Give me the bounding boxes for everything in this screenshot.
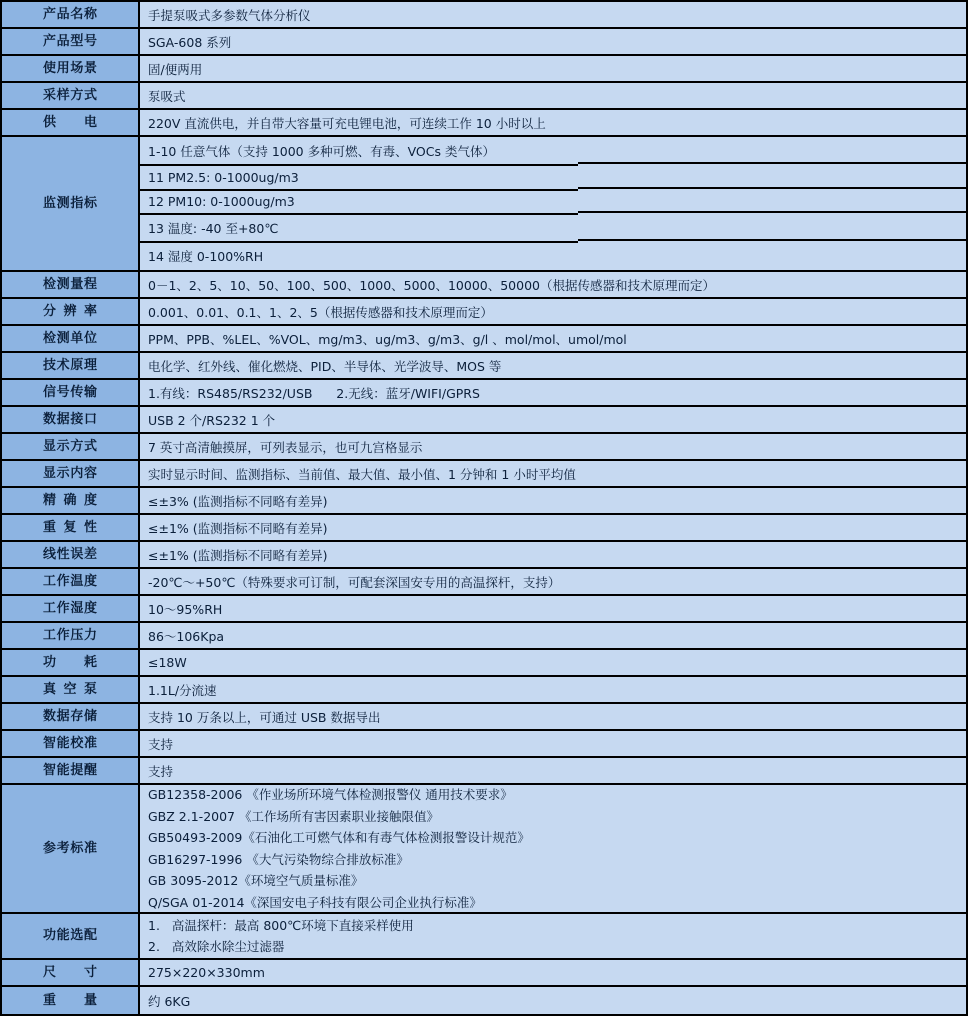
- row-label: 供电: [43, 114, 97, 130]
- table-row: [2, 461, 966, 488]
- row-value: 电化学、红外线、催化燃烧、PID、半导体、光学波导、MOS 等: [148, 358, 502, 374]
- table-row: [2, 380, 966, 407]
- row-value-cell: [140, 758, 966, 783]
- row-value: 支持 10 万条以上，可通过 USB 数据导出: [148, 709, 381, 725]
- row-label: 监测指标: [43, 195, 97, 211]
- row-label-cell: [2, 542, 140, 567]
- row-value-cell: [140, 515, 966, 540]
- row-value-cell: [140, 677, 966, 702]
- row-label: 重量: [43, 992, 97, 1008]
- value-line: GBZ 2.1-2007 《工作场所有害因素职业接触限值》: [148, 808, 439, 824]
- row-value-cell: [140, 596, 966, 621]
- row-label: 使用场景: [43, 60, 97, 76]
- row-label: 精确度: [43, 492, 97, 508]
- row-label-cell: [2, 569, 140, 594]
- table-row: [2, 434, 966, 461]
- row-label-cell: [2, 299, 140, 324]
- table-row: [2, 137, 966, 272]
- row-value: -20℃～+50℃（特殊要求可订制，可配套深国安专用的高温探杆，支持）: [148, 574, 561, 590]
- row-value-cell: [140, 569, 966, 594]
- row-label-cell: [2, 704, 140, 729]
- table-row: [2, 110, 966, 137]
- row-value-cell: [140, 623, 966, 648]
- row-label: 技术原理: [43, 357, 97, 373]
- row-value: 86～106Kpa: [148, 628, 225, 644]
- row-value: 275×220×330mm: [148, 965, 265, 980]
- row-value-cell: [140, 29, 966, 54]
- row-value-cell: [140, 299, 966, 324]
- row-value-cell: [140, 137, 966, 270]
- table-row: [2, 569, 966, 596]
- row-value-cell: [140, 407, 966, 432]
- table-row: [2, 914, 966, 960]
- row-label-cell: [2, 353, 140, 378]
- divider-right-segment: [578, 239, 966, 241]
- row-label: 工作压力: [43, 627, 97, 643]
- row-value-cell: [140, 110, 966, 135]
- value-line: 2. 高效除水除尘过滤器: [148, 939, 285, 954]
- row-label: 采样方式: [43, 87, 97, 103]
- row-value: 支持: [148, 736, 174, 752]
- table-row: [2, 2, 966, 29]
- table-row: [2, 407, 966, 434]
- row-label-cell: [2, 461, 140, 486]
- row-label-cell: [2, 677, 140, 702]
- row-value: 0.001、0.01、0.1、1、2、5（根据传感器和技术原理而定）: [148, 304, 493, 320]
- row-label: 信号传输: [43, 384, 97, 400]
- row-value: ≤±1% (监测指标不同略有差异): [148, 547, 328, 563]
- table-row: [2, 83, 966, 110]
- row-value-cell: [140, 704, 966, 729]
- table-row: [2, 272, 966, 299]
- row-value: ≤±3% (监测指标不同略有差异): [148, 493, 328, 509]
- value-line: GB12358-2006 《作业场所环境气体检测报警仪 通用技术要求》: [148, 787, 513, 802]
- table-row: [2, 488, 966, 515]
- row-value: 支持: [148, 763, 174, 779]
- table-row: [2, 785, 966, 914]
- sub-row-text: 1-10 任意气体（支持 1000 多种可燃、有毒、VOCs 类气体）: [148, 143, 495, 159]
- row-label-cell: [2, 731, 140, 756]
- table-row: [2, 515, 966, 542]
- row-label: 功能选配: [43, 928, 97, 943]
- row-label: 分辨率: [43, 303, 97, 319]
- row-value-cell: [140, 434, 966, 459]
- row-label: 检测单位: [43, 330, 97, 346]
- row-label-cell: [2, 515, 140, 540]
- row-label-cell: [2, 914, 140, 958]
- table-row: [2, 299, 966, 326]
- row-label-cell: [2, 650, 140, 675]
- table-row: [2, 650, 966, 677]
- row-value: 1.1L/分流速: [148, 682, 217, 698]
- row-label-cell: [2, 110, 140, 135]
- sub-row-text: 13 温度: -40 至+80℃: [148, 221, 279, 237]
- row-value: 实时显示时间、监测指标、当前值、最大值、最小值、1 分钟和 1 小时平均值: [148, 466, 576, 482]
- row-label: 真空泵: [43, 681, 97, 697]
- row-label: 尺寸: [43, 964, 97, 980]
- row-value-cell: [140, 272, 966, 297]
- row-label-cell: [2, 380, 140, 405]
- row-value: 7 英寸高清触摸屏，可列表显示，也可九宫格显示: [148, 439, 423, 455]
- sub-row: [140, 214, 966, 242]
- row-label: 工作湿度: [43, 600, 97, 616]
- table-row: [2, 56, 966, 83]
- value-line: GB16297-1996 《大气污染物综合排放标准》: [148, 851, 409, 867]
- table-row: [2, 704, 966, 731]
- sub-row-text: 14 湿度 0-100%RH: [148, 249, 264, 265]
- row-label: 智能提醒: [43, 762, 97, 778]
- row-value-cell: [140, 353, 966, 378]
- row-value: ≤±1% (监测指标不同略有差异): [148, 520, 328, 536]
- row-value-cell: [140, 380, 966, 405]
- table-row: [2, 623, 966, 650]
- row-value-cell: [140, 731, 966, 756]
- row-label: 功耗: [43, 654, 97, 670]
- divider-right-segment: [578, 211, 966, 213]
- table-row: [2, 542, 966, 569]
- sub-row: [140, 242, 966, 270]
- row-value-cell: [140, 785, 966, 912]
- value-line: 1. 高温探杆：最高 800℃环境下直接采样使用: [148, 918, 414, 933]
- row-label: 显示方式: [43, 438, 97, 454]
- row-value: USB 2 个/RS232 1 个: [148, 412, 276, 428]
- row-value-cell: [140, 56, 966, 81]
- row-label: 参考标准: [43, 840, 97, 856]
- row-label-cell: [2, 758, 140, 783]
- row-value-cell: [140, 488, 966, 513]
- row-label-cell: [2, 488, 140, 513]
- row-label-cell: [2, 596, 140, 621]
- row-value-cell: [140, 960, 966, 985]
- table-row: [2, 960, 966, 987]
- row-value-cell: [140, 83, 966, 108]
- value-line: GB50493-2009《石油化工可燃气体和有毒气体检测报警设计规范》: [148, 830, 530, 845]
- row-label-cell: [2, 326, 140, 351]
- sub-row: [140, 165, 966, 190]
- row-label-cell: [2, 2, 140, 27]
- row-value: 泵吸式: [148, 88, 186, 104]
- row-value: 1.有线：RS485/RS232/USB 2.无线：蓝牙/WIFI/GPRS: [148, 385, 480, 401]
- value-line: GB 3095-2012《环境空气质量标准》: [148, 873, 364, 888]
- row-label: 重复性: [43, 519, 97, 535]
- row-label-cell: [2, 56, 140, 81]
- row-value: 约 6KG: [148, 993, 191, 1009]
- row-label-cell: [2, 407, 140, 432]
- row-value: 手提泵吸式多参数气体分析仪: [148, 7, 311, 23]
- row-label-cell: [2, 83, 140, 108]
- row-value-cell: [140, 2, 966, 27]
- row-label: 智能校准: [43, 735, 97, 751]
- sub-row: [140, 137, 966, 165]
- row-value: 10～95%RH: [148, 601, 223, 617]
- row-label: 检测量程: [43, 276, 97, 292]
- row-value: SGA-608 系列: [148, 34, 232, 50]
- value-line: Q/SGA 01-2014《深国安电子科技有限公司企业执行标准》: [148, 894, 482, 910]
- sub-row: [140, 190, 966, 215]
- row-label-cell: [2, 29, 140, 54]
- row-label: 工作温度: [43, 573, 97, 589]
- divider-right-segment: [578, 162, 966, 164]
- row-value: PPM、PPB、%LEL、%VOL、mg/m3、ug/m3、g/m3、g/l 、mol/mol、umol/mol: [148, 331, 627, 347]
- row-value-cell: [140, 461, 966, 486]
- row-label: 线性误差: [43, 546, 97, 562]
- row-label: 数据存储: [43, 708, 97, 724]
- table-row: [2, 326, 966, 353]
- row-label-cell: [2, 960, 140, 985]
- row-label-cell: [2, 434, 140, 459]
- row-value: 220V 直流供电，并自带大容量可充电锂电池，可连续工作 10 小时以上: [148, 115, 546, 131]
- row-value-cell: [140, 914, 966, 958]
- row-value-cell: [140, 326, 966, 351]
- row-label: 产品型号: [43, 33, 97, 49]
- row-label-cell: [2, 785, 140, 912]
- row-value: ≤18W: [148, 655, 187, 670]
- row-label-cell: [2, 272, 140, 297]
- row-label: 数据接口: [43, 411, 97, 427]
- row-label: 显示内容: [43, 465, 97, 481]
- table-row: [2, 731, 966, 758]
- sub-row-text: 11 PM2.5: 0-1000ug/m3: [148, 169, 299, 185]
- row-value: 0－1、2、5、10、50、100、500、1000、5000、10000、50000（根据传感器和技术原理而定）: [148, 277, 715, 293]
- row-label-cell: [2, 137, 140, 270]
- table-row: [2, 353, 966, 380]
- table-row: [2, 596, 966, 623]
- row-label-cell: [2, 623, 140, 648]
- row-label: 产品名称: [43, 6, 97, 22]
- divider-right-segment: [578, 187, 966, 189]
- table-row: [2, 677, 966, 704]
- row-value-cell: [140, 650, 966, 675]
- row-value: 固/便两用: [148, 61, 203, 77]
- row-value-cell: [140, 542, 966, 567]
- table-row: [2, 29, 966, 56]
- table-row: [2, 758, 966, 785]
- sub-row-text: 12 PM10: 0-1000ug/m3: [148, 194, 295, 210]
